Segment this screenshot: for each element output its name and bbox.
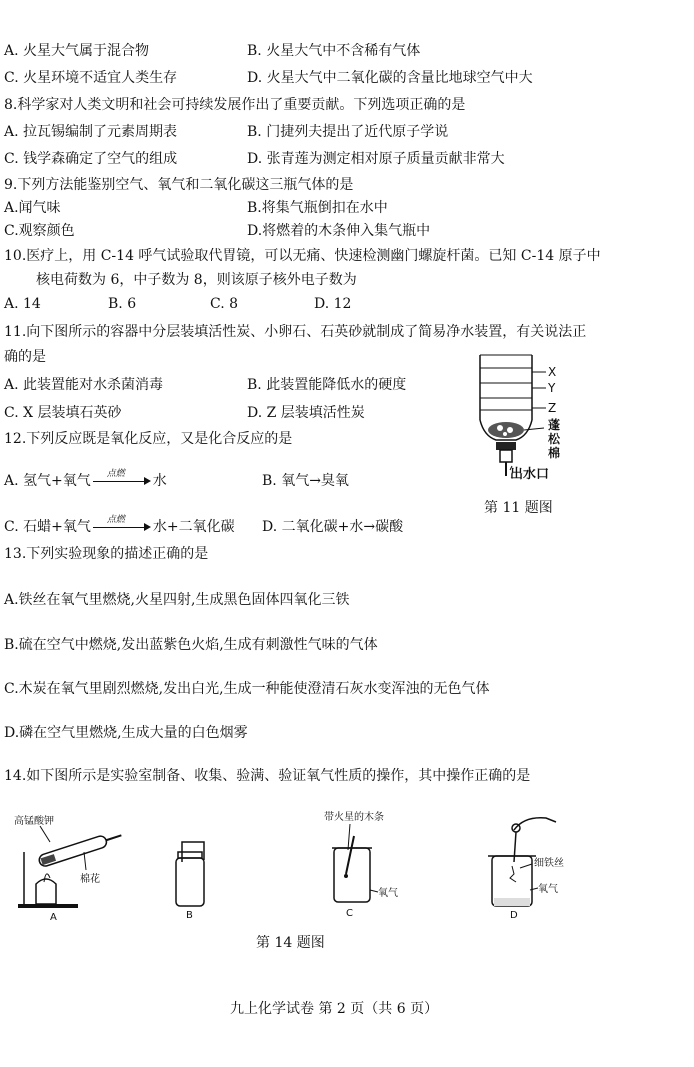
q12-option-b: B. 氧气→臭氧 (262, 473, 349, 489)
page-footer: 九上化学试卷 第 2 页（共 6 页） (230, 1001, 439, 1017)
reaction-condition: 点燃 (106, 515, 125, 525)
q8-stem: 8.科学家对人类文明和社会可持续发展作出了重要贡献。下列选项正确的是 (4, 97, 466, 113)
apparatus-c-label-splint: 带火星的木条 (324, 812, 384, 823)
apparatus-d-figure (474, 808, 594, 922)
q8-option-d: D. 张青莲为测定相对原子质量贡献非常大 (247, 151, 505, 167)
q11-stem-line1: 11.向下图所示的容器中分层装填活性炭、小卵石、石英砂就制成了简易净水装置，有关说法正 (4, 324, 587, 340)
apparatus-a-label-kmno4: 高锰酸钾 (14, 816, 54, 827)
apparatus-c-letter: C (346, 908, 353, 919)
q8-option-c: C. 钱学森确定了空气的组成 (4, 151, 178, 167)
q10-option-a: A. 14 (4, 296, 41, 312)
q8-option-a: A. 拉瓦锡编制了元素周期表 (4, 124, 178, 140)
q10-stem-line1: 10.医疗上，用 C-14 呼气试验取代胃镜，可以无痛、快速检测幽门螺旋杆菌。已知 C-14 原子中 (4, 248, 601, 264)
filter-label-outlet: 出水口 (510, 467, 550, 482)
q9-stem: 9.下列方法能鉴别空气、氧气和二氧化碳这三瓶气体的是 (4, 177, 354, 193)
q11-option-c: C. X 层装填石英砂 (4, 405, 122, 421)
q13-option-b: B.硫在空气中燃烧,发出蓝紫色火焰,生成有刺激性气味的气体 (4, 637, 378, 653)
q10-stem-line2: 核电荷数为 6，中子数为 8，则该原子核外电子数为 (36, 272, 357, 288)
apparatus-b-letter: B (186, 910, 193, 921)
apparatus-d-label-oxygen: 氧气 (538, 884, 558, 895)
filter-label-z: Z (548, 401, 557, 415)
apparatus-a-label-cotton: 棉花 (80, 874, 100, 885)
q14-figure-caption: 第 14 题图 (256, 935, 325, 951)
filter-label-x: X (548, 365, 557, 379)
q10-option-d: D. 12 (314, 296, 352, 312)
reaction-arrow (93, 469, 151, 487)
apparatus-d-letter: D (510, 910, 518, 921)
apparatus-a-letter: A (50, 912, 57, 922)
q14-stem: 14.如下图所示是实验室制备、收集、验满、验证氧气性质的操作，其中操作正确的是 (4, 768, 531, 784)
q12-c-products: 水+二氧化碳 (152, 519, 235, 535)
q13-option-d: D.磷在空气里燃烧,生成大量的白色烟雾 (4, 725, 248, 741)
q13-stem: 13.下列实验现象的描述正确的是 (4, 546, 209, 562)
q12-stem: 12.下列反应既是氧化反应，又是化合反应的是 (4, 431, 293, 447)
q8-option-b: B. 门捷列夫提出了近代原子学说 (247, 124, 449, 140)
reaction-condition: 点燃 (106, 469, 125, 479)
q11-option-b: B. 此装置能降低水的硬度 (247, 377, 407, 393)
q9-option-b: B.将集气瓶倒扣在水中 (247, 200, 388, 216)
q7-option-d: D. 火星大气中二氧化碳的含量比地球空气中大 (247, 70, 533, 86)
apparatus-a-figure (10, 812, 130, 922)
q11-option-d: D. Z 层装填活性炭 (247, 405, 365, 421)
q12-option-d: D. 二氧化碳+水→碳酸 (262, 519, 404, 535)
q11-figure-caption: 第 11 题图 (484, 500, 553, 516)
apparatus-b-figure (160, 840, 220, 922)
q12-a-reactants: A. 氢气+氧气 (4, 473, 91, 489)
q12-c-reactants: C. 石蜡+氧气 (4, 519, 91, 535)
q10-option-c: C. 8 (210, 296, 239, 312)
q9-option-d: D.将燃着的木条伸入集气瓶中 (247, 223, 431, 239)
filter-label-cotton: 蓬松棉 (548, 418, 561, 460)
apparatus-c-figure (310, 806, 420, 922)
q12-option-a (4, 469, 167, 490)
q10-option-b: B. 6 (108, 296, 137, 312)
q11-option-a: A. 此装置能对水杀菌消毒 (4, 377, 164, 393)
q7-option-b: B. 火星大气中不含稀有气体 (247, 43, 421, 59)
apparatus-c-label-oxygen: 氧气 (378, 888, 398, 899)
q9-option-c: C.观察颜色 (4, 223, 75, 239)
q9-option-a: A.闻气味 (4, 200, 61, 216)
q12-a-products: 水 (152, 473, 167, 489)
filter-label-y: Y (548, 381, 556, 395)
apparatus-d-label-wire: 细铁丝 (534, 858, 564, 869)
reaction-arrow (93, 515, 151, 533)
q7-option-a: A. 火星大气属于混合物 (4, 43, 150, 59)
q13-option-c: C.木炭在氧气里剧烈燃烧,发出白光,生成一种能使澄清石灰水变浑浊的无色气体 (4, 681, 490, 697)
q12-option-c (4, 515, 235, 536)
q7-option-c: C. 火星环境不适宜人类生存 (4, 70, 178, 86)
q13-option-a: A.铁丝在氧气里燃烧,火星四射,生成黑色固体四氧化三铁 (4, 592, 350, 608)
q11-stem-line2: 确的是 (4, 349, 46, 365)
